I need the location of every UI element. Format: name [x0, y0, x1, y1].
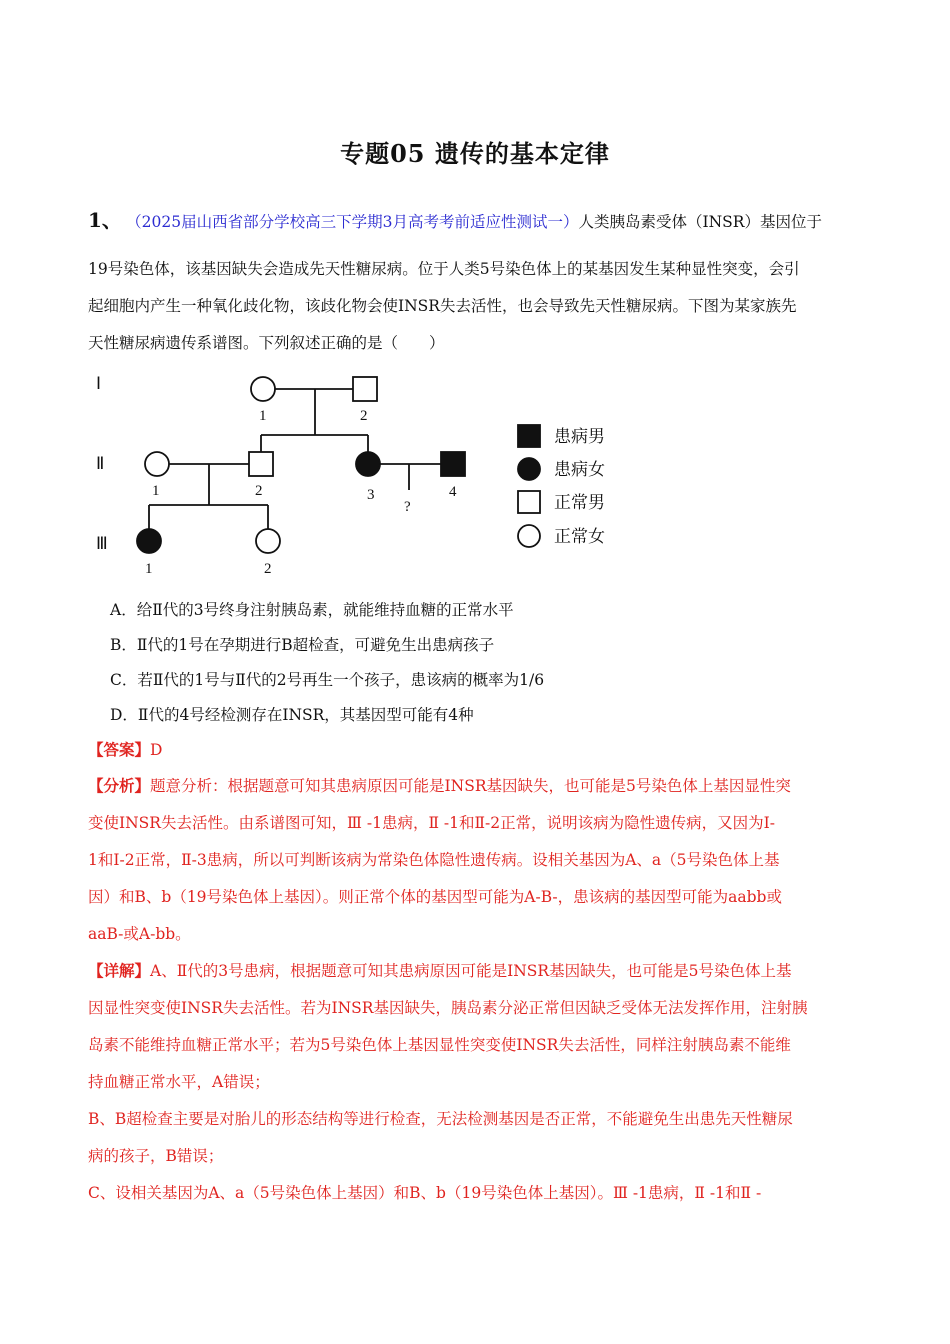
legend-normal-female: 正常女	[554, 527, 605, 547]
detail-line-2: 因显性突变使INSR失去活性。若为INSR基因缺失，胰岛素分泌正常但因缺乏受体无法发挥作用，注射胰	[88, 999, 808, 1017]
legend-affected-male-icon	[518, 425, 540, 447]
stem-line-3: 起细胞内产生一种氧化歧化物，该歧化物会使INSR失去活性，也会导致先天性糖尿病。下图为某家族先	[88, 297, 797, 315]
option-d: D．Ⅱ代的4号经检测存在INSR，其基因型可能有4种	[110, 706, 474, 724]
gen3-female-1-affected	[137, 529, 161, 553]
generation-label-3: Ⅲ	[96, 534, 108, 553]
gen2-label-2: 2	[255, 483, 263, 499]
stem-line-4: 天性糖尿病遗传系谱图。下列叙述正确的是（ ）	[88, 334, 445, 352]
pedigree-chart	[88, 365, 628, 587]
gen1-female-1	[251, 377, 275, 401]
unknown-offspring-mark: ?	[404, 499, 411, 515]
gen1-label-1: 1	[259, 408, 267, 424]
legend-affected-male: 患病男	[554, 427, 605, 447]
stem-line-1: 人类胰岛素受体（INSR）基因位于	[578, 213, 822, 231]
option-b: B．Ⅱ代的1号在孕期进行B超检查，可避免生出患病孩子	[110, 636, 495, 654]
answer-line	[88, 738, 868, 760]
detail-tag: 【详解】	[88, 961, 151, 980]
option-c: C．若Ⅱ代的1号与Ⅱ代的2号再生一个孩子，患该病的概率为1/6	[110, 671, 545, 689]
analysis-tag: 【分析】	[88, 776, 151, 795]
analysis-line-2: 变使INSR失去活性。由系谱图可知，Ⅲ -1患病，Ⅱ -1和Ⅱ-2正常，说明该病为隐性遗传病，又因为Ⅰ-	[88, 814, 776, 832]
detail-line-3: 岛素不能维持血糖正常水平；若为5号染色体上基因显性突变使INSR失去活性，同样注射胰岛素不能维	[88, 1036, 791, 1054]
page-title: 专题05 遗传的基本定律	[340, 139, 610, 168]
generation-label-1: Ⅰ	[96, 374, 102, 393]
gen2-male-4-affected	[441, 452, 465, 476]
legend-affected-female-icon	[518, 458, 540, 480]
legend-normal-male: 正常男	[554, 493, 605, 513]
detail-line-4: 持血糖正常水平，A错误；	[88, 1073, 270, 1091]
gen2-female-3-affected	[356, 452, 380, 476]
gen2-male-2	[249, 452, 273, 476]
option-a: A．给Ⅱ代的3号终身注射胰岛素，就能维持血糖的正常水平	[110, 601, 514, 619]
analysis-line-3: 1和Ⅰ-2正常，Ⅱ-3患病，所以可判断该病为常染色体隐性遗传病。设相关基因为A、a（5号染色体上基	[88, 851, 780, 869]
legend-normal-male-icon	[518, 491, 540, 513]
analysis-line-4: 因）和B、b（19号染色体上基因）。则正常个体的基因型可能为A-B-，患该病的基因型可能为aabb或	[88, 888, 782, 906]
gen1-male-2	[353, 377, 377, 401]
analysis-text-1: 题意分析：根据题意可知其患病原因可能是INSR基因缺失，也可能是5号染色体上基因显性突	[150, 777, 791, 795]
detail-line-5: B、B超检查主要是对胎儿的形态结构等进行检查，无法检测基因是否正常，不能避免生出患先天性糖尿	[88, 1110, 793, 1128]
question-first-line	[88, 204, 868, 233]
detail-line-1	[88, 959, 868, 981]
question-source: （2025届山西省部分学校高三下学期3月高考考前适应性测试一）	[133, 213, 579, 231]
legend-normal-female-icon	[518, 525, 540, 547]
pedigree-legend	[518, 425, 540, 547]
gen3-female-2	[256, 529, 280, 553]
analysis-line-5: aaB-或A-bb。	[88, 925, 191, 943]
answer-value: D	[150, 741, 163, 759]
gen2-label-3: 3	[367, 487, 375, 503]
gen2-label-4: 4	[449, 484, 457, 500]
gen2-label-1: 1	[152, 483, 160, 499]
generation-label-2: Ⅱ	[96, 454, 105, 473]
detail-line-7: C、设相关基因为A、a（5号染色体上基因）和B、b（19号染色体上基因）。Ⅲ -1患病，Ⅱ -1和Ⅱ -	[88, 1184, 762, 1202]
gen1-label-2: 2	[360, 408, 368, 424]
stem-line-2: 19号染色体，该基因缺失会造成先天性糖尿病。位于人类5号染色体上的某基因发生某种显性突变，会引	[88, 260, 800, 278]
gen3-label-1: 1	[145, 561, 153, 577]
analysis-line-1	[88, 774, 868, 796]
detail-text-1: A、Ⅱ代的3号患病，根据题意可知其患病原因可能是INSR基因缺失，也可能是5号染色体上基	[150, 962, 792, 980]
gen2-female-1	[145, 452, 169, 476]
detail-line-6: 病的孩子，B错误；	[88, 1147, 224, 1165]
gen3-label-2: 2	[264, 561, 272, 577]
question-number: 1、	[88, 208, 122, 232]
legend-affected-female: 患病女	[554, 460, 605, 480]
answer-tag: 【答案】	[88, 740, 151, 759]
